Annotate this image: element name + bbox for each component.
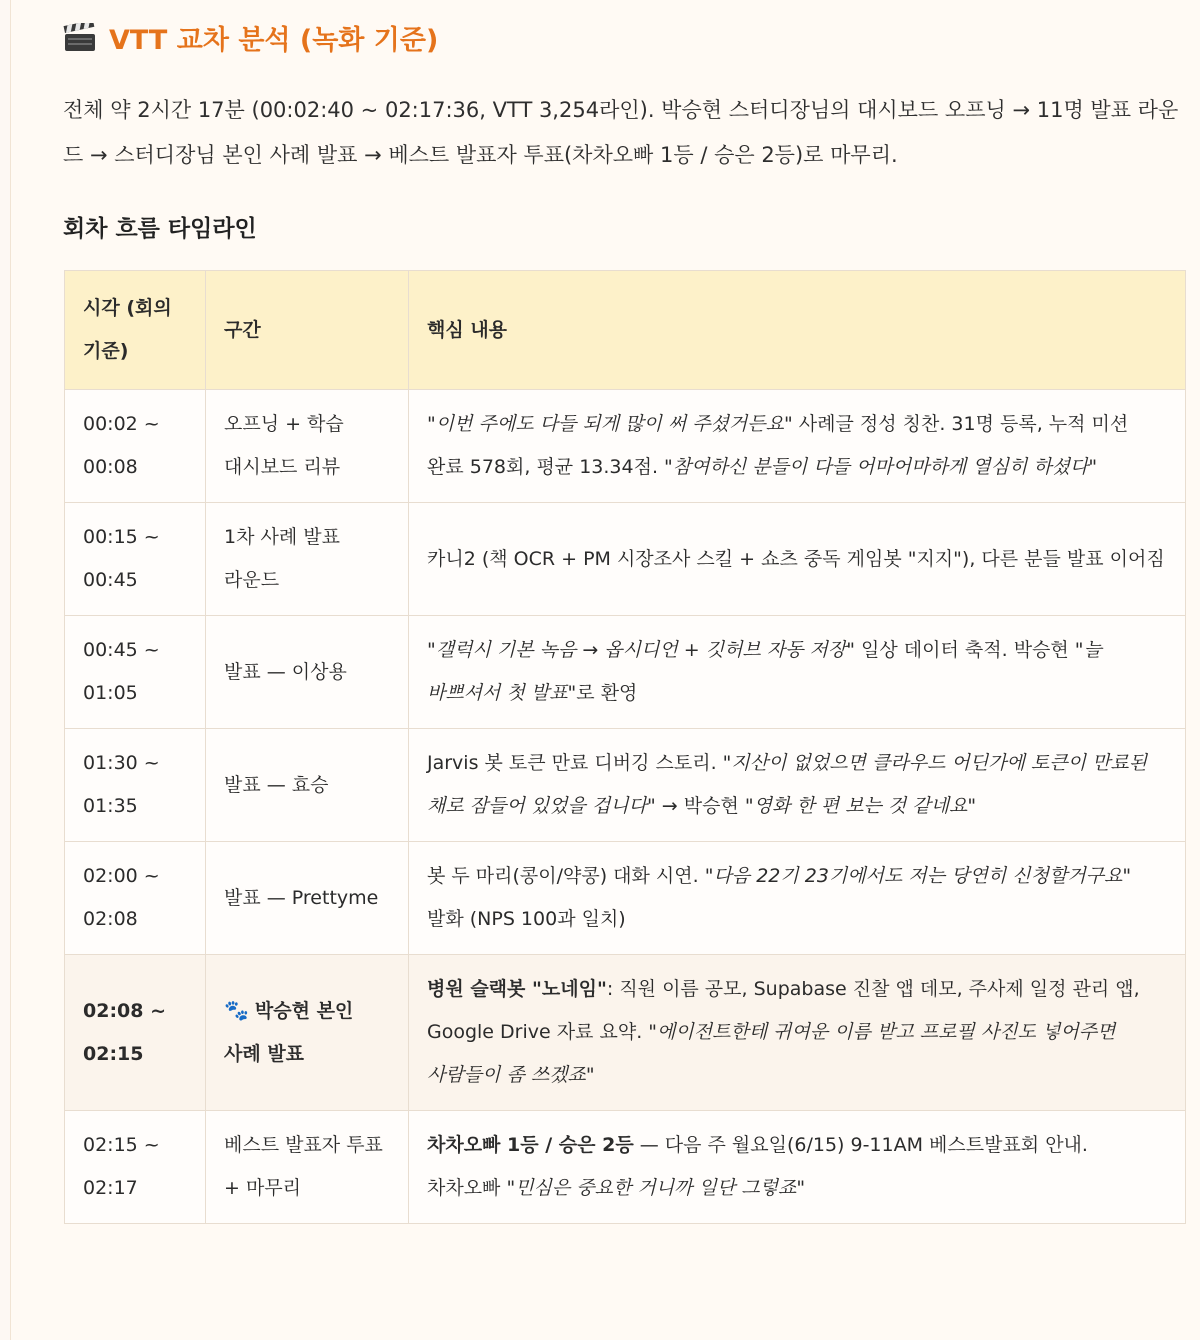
content-text: — 다음 주 월요일(6/15) 9-11AM 베스트발표회 안내. 차차오빠 xyxy=(427,1134,1088,1199)
content-text: 봇 두 마리(콩이/약콩) 대화 시연. xyxy=(427,865,705,887)
table-row-highlighted xyxy=(65,955,1186,1111)
content-text: 발화 (NPS 100과 일치) xyxy=(427,908,626,930)
clapperboard-icon xyxy=(63,23,97,53)
header-segment: 구간 xyxy=(206,271,409,390)
content-text: 로 환영 xyxy=(576,682,638,704)
content-cell xyxy=(409,390,1186,503)
document-page xyxy=(10,0,1200,1340)
segment-cell: 발표 — 이상용 xyxy=(206,616,409,729)
quote: "민심은 중요한 거니까 일단 그렇죠" xyxy=(506,1177,806,1199)
content-text: 카니2 (책 OCR + PM 시장조사 스킬 + 쇼츠 중독 게임봇 "지지"), 다른 분들 발표 이어짐 xyxy=(427,547,1165,570)
quote: "참여하신 분들이 다들 어마어마하게 열심히 하셨다" xyxy=(664,456,1098,478)
time-cell: 00:02 ~ 00:08 xyxy=(65,390,206,503)
quote: "다음 22기 23기에서도 저는 당연히 신청할거구요" xyxy=(704,865,1132,887)
segment-cell: 오프닝 + 학습 대시보드 리뷰 xyxy=(206,390,409,503)
quote: "지산이 없었으면 클라우드 어딘가에 토큰이 만료된 채로 잠들어 있었을 겁니다" xyxy=(427,752,1148,817)
quote: "에이전트한테 귀여운 이름 받고 프로필 사진도 넣어주면 사람들이 좀 쓰겠죠" xyxy=(427,1021,1116,1086)
content-text: : 직원 이름 공모, Supabase 진찰 앱 데모, 주사제 일정 관리 앱, Google Drive 자료 요약. xyxy=(427,978,1140,1043)
content-text: Jarvis 봇 토큰 만료 디버깅 스토리. xyxy=(427,752,723,774)
quote: "이번 주에도 다들 되게 많이 써 주셨거든요" xyxy=(427,413,793,435)
section-title: 회차 흐름 타임라인 xyxy=(63,216,257,242)
quote: "늘 바쁘셔서 첫 발표" xyxy=(427,639,1102,704)
summary-paragraph: 전체 약 2시간 17분 (00:02:40 ~ 02:17:36, VTT 3,254라인). 박승현 스터디장님의 대시보드 오프닝 → 11명 발표 라운드 → 스터디장님 본인 사례 발표 → 베스트 발표자 투표(차차오빠 1등 / 승은 2등)로 마무리. xyxy=(63,98,1179,167)
time-cell: 00:15 ~ 00:45 xyxy=(65,503,206,616)
table-row xyxy=(65,842,1186,955)
table-row xyxy=(65,503,1186,616)
content-text: 일상 데이터 축적. 박승현 xyxy=(855,639,1075,661)
segment-cell xyxy=(206,955,409,1111)
content-text: → 박승현 xyxy=(655,795,745,817)
bold-text: 병원 슬랙봇 "노네임" xyxy=(427,978,607,1000)
paw-icon: 🐾 xyxy=(224,998,249,1022)
time-cell: 02:15 ~ 02:17 xyxy=(65,1111,206,1224)
table-row xyxy=(65,616,1186,729)
time-cell: 00:45 ~ 01:05 xyxy=(65,616,206,729)
content-cell xyxy=(409,955,1186,1111)
quote: "영화 한 편 보는 것 같네요" xyxy=(744,795,977,817)
time-cell: 02:08 ~ 02:15 xyxy=(65,955,206,1111)
time-cell: 02:00 ~ 02:08 xyxy=(65,842,206,955)
table-row xyxy=(65,1111,1186,1224)
segment-cell: 발표 — 효승 xyxy=(206,729,409,842)
segment-text: 박승현 본인 사례 발표 xyxy=(224,1000,354,1065)
content-cell xyxy=(409,616,1186,729)
segment-cell: 발표 — Prettyme xyxy=(206,842,409,955)
segment-cell: 베스트 발표자 투표 + 마무리 xyxy=(206,1111,409,1224)
page-title-text: VTT 교차 분석 (녹화 기준) xyxy=(109,25,439,56)
content-cell xyxy=(409,842,1186,955)
content-cell xyxy=(409,1111,1186,1224)
table-header-row xyxy=(65,271,1186,390)
time-cell: 01:30 ~ 01:35 xyxy=(65,729,206,842)
segment-cell: 1차 사례 발표 라운드 xyxy=(206,503,409,616)
table-row xyxy=(65,729,1186,842)
page-title xyxy=(63,18,438,57)
header-content: 핵심 내용 xyxy=(409,271,1186,390)
timeline-table xyxy=(64,270,1186,1224)
quote: "갤럭시 기본 녹음 → 옵시디언 + 깃허브 자동 저장" xyxy=(427,639,856,661)
bold-text: 차차오빠 1등 / 승은 2등 xyxy=(427,1134,634,1156)
content-cell xyxy=(409,729,1186,842)
content-text: 사례글 정성 칭찬. 31명 등록, 누적 미션 완료 578회, 평균 13.34점. xyxy=(427,413,1129,478)
header-time: 시각 (회의 기준) xyxy=(65,271,206,390)
content-cell xyxy=(409,503,1186,616)
table-row xyxy=(65,390,1186,503)
